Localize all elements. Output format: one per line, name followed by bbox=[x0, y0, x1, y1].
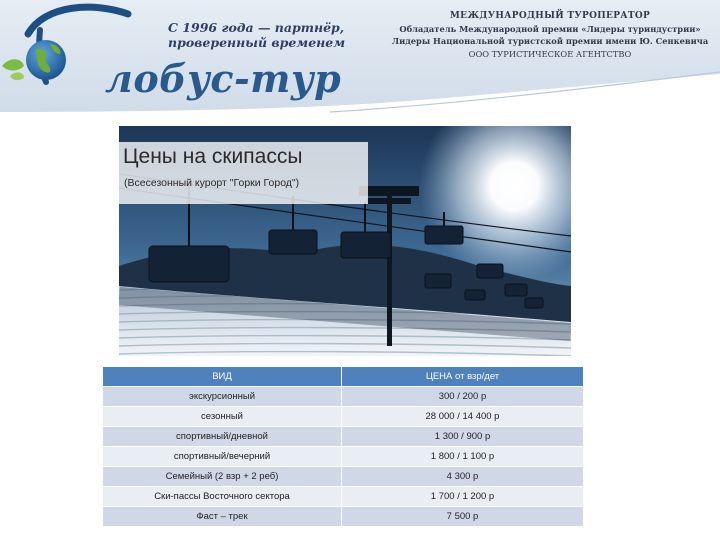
table-row bbox=[103, 407, 584, 427]
price-table bbox=[102, 366, 584, 527]
org-line-2: Обладатель Международной премии «Лидеры туриндустрии» bbox=[399, 23, 701, 34]
pass-price: 1 300 / 900 р bbox=[342, 427, 584, 447]
table-header-row bbox=[103, 367, 584, 387]
table-row bbox=[103, 487, 584, 507]
column-header-type: ВИД bbox=[103, 367, 342, 387]
table-row bbox=[103, 467, 584, 487]
pass-price: 1 700 / 1 200 р bbox=[342, 487, 584, 507]
pass-price: 28 000 / 14 400 р bbox=[342, 407, 584, 427]
page-subtitle: (Всесезонный курорт "Горки Город") bbox=[124, 177, 300, 189]
pass-type: экскурсионный bbox=[103, 387, 342, 407]
table-row bbox=[103, 447, 584, 467]
table-row bbox=[103, 427, 584, 447]
pass-type: сезонный bbox=[103, 407, 342, 427]
org-line-4: ООО ТУРИСТИЧЕСКОЕ АГЕНТСТВО bbox=[468, 48, 632, 59]
pass-price: 300 / 200 р bbox=[342, 387, 584, 407]
page-title: Цены на скипассы bbox=[123, 145, 303, 168]
table-row bbox=[103, 507, 584, 527]
pass-type: Фаст – трек bbox=[103, 507, 342, 527]
slogan-line-1: С 1996 года — партнёр, bbox=[168, 20, 345, 35]
pass-type: Ски-пассы Восточного сектора bbox=[103, 487, 342, 507]
org-line-3: Лидеры Национальной туристской премии имени Ю. Сенкевича bbox=[391, 36, 709, 46]
company-credentials bbox=[385, 10, 715, 60]
table-row bbox=[103, 387, 584, 407]
brand-name: лобус-тур bbox=[105, 56, 342, 101]
photo-title-box bbox=[119, 142, 368, 204]
pass-price: 1 800 / 1 100 р bbox=[342, 447, 584, 467]
pass-price: 7 500 р bbox=[342, 507, 584, 527]
pass-type: спортивный/вечерний bbox=[103, 447, 342, 467]
slogan-line-2: проверенный временем bbox=[168, 35, 346, 50]
pass-type: спортивный/дневной bbox=[103, 427, 342, 447]
pass-type: Семейный (2 взр + 2 реб) bbox=[103, 467, 342, 487]
slogan bbox=[168, 20, 368, 50]
org-line-1: МЕЖДУНАРОДНЫЙ ТУРОПЕРАТОР bbox=[449, 11, 651, 21]
header-banner bbox=[0, 0, 720, 118]
column-header-price: ЦЕНА от взр/дет bbox=[342, 367, 584, 387]
pass-price: 4 300 р bbox=[342, 467, 584, 487]
